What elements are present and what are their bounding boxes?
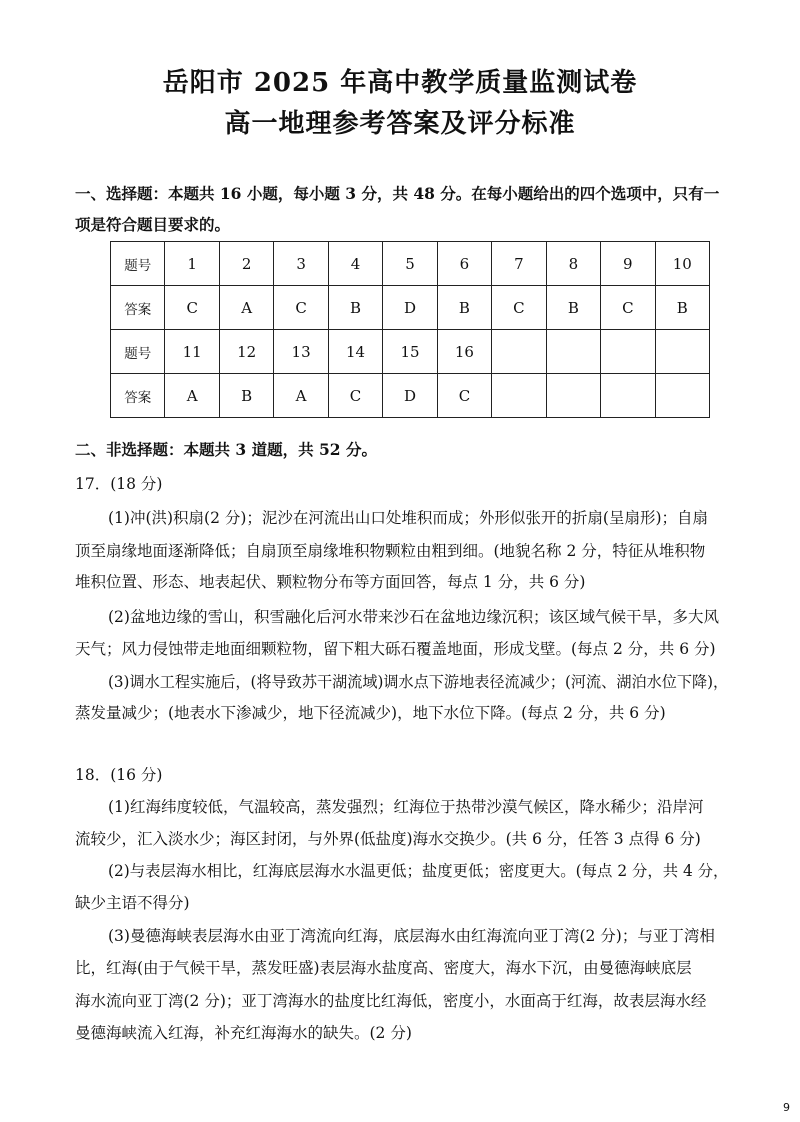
document-subtitle: 高一地理参考答案及评分标准 bbox=[224, 109, 576, 139]
table-cell: A bbox=[165, 374, 219, 418]
table-cell: B bbox=[437, 286, 491, 330]
table-cell: 13 bbox=[274, 330, 328, 374]
table-cell: 答案 bbox=[111, 374, 165, 418]
q18-p3-line3: 海水流向亚丁湾(2 分)；亚丁湾海水的盐度比红海低，密度小，水面高于红海，故表层海水经 bbox=[75, 992, 707, 1010]
table-cell: C bbox=[165, 286, 219, 330]
table-cell: B bbox=[546, 286, 600, 330]
table-cell: C bbox=[437, 374, 491, 418]
table-cell: 1 bbox=[165, 242, 219, 286]
table-cell: C bbox=[601, 286, 655, 330]
table-row-answers-1 bbox=[111, 286, 710, 330]
table-cell: B bbox=[328, 286, 382, 330]
q18-p3-line2: 比，红海(由于气候干旱，蒸发旺盛)表层海水盐度高、密度大，海水下沉，由曼德海峡底层 bbox=[75, 959, 692, 977]
page-number: 9 bbox=[783, 1101, 790, 1114]
table-cell: C bbox=[492, 286, 546, 330]
q17-p3-line2: 蒸发量减少；(地表水下渗减少，地下径流减少)，地下水位下降。(每点 2 分，共 6 分) bbox=[75, 704, 666, 722]
q17-p1-line2: 顶至扇缘地面逐渐降低；自扇顶至扇缘堆积物颗粒由粗到细。(地貌名称 2 分，特征从堆积物 bbox=[75, 542, 706, 560]
table-cell: 12 bbox=[219, 330, 273, 374]
table-cell bbox=[601, 330, 655, 374]
table-cell: A bbox=[274, 374, 328, 418]
q18-p1-line2: 流较少，汇入淡水少；海区封闭，与外界(低盐度)海水交换少。(共 6 分，任答 3 点得 6 分) bbox=[75, 830, 701, 848]
table-cell: 4 bbox=[328, 242, 382, 286]
q18-p3-line1: (3)曼德海峡表层海水由亚丁湾流向红海，底层海水由红海流向亚丁湾(2 分)；与亚丁湾相 bbox=[108, 927, 715, 945]
table-cell: 8 bbox=[546, 242, 600, 286]
table-row-question-numbers-1 bbox=[111, 242, 710, 286]
q18-p1-line1: (1)红海纬度较低，气温较高，蒸发强烈；红海位于热带沙漠气候区，降水稀少；沿岸河 bbox=[108, 798, 704, 816]
q18-p3-line4: 曼德海峡流入红海，补充红海海水的缺失。(2 分) bbox=[75, 1024, 412, 1042]
table-cell bbox=[492, 374, 546, 418]
table-cell: 3 bbox=[274, 242, 328, 286]
q17-p1-line3: 堆积位置、形态、地表起伏、颗粒物分布等方面回答，每点 1 分，共 6 分) bbox=[75, 573, 586, 591]
q18-p2-line2: 缺少主语不得分) bbox=[75, 894, 190, 912]
document-title: 岳阳市 2025 年高中教学质量监测试卷 bbox=[162, 68, 638, 98]
section1-instruction-line1: 一、选择题：本题共 16 小题，每小题 3 分，共 48 分。在每小题给出的四个选项中，只有一 bbox=[75, 184, 720, 203]
table-cell: 6 bbox=[437, 242, 491, 286]
table-cell bbox=[546, 374, 600, 418]
q18-p2-line1: (2)与表层海水相比，红海底层海水水温更低；盐度更低；密度更大。(每点 2 分，共 4 分， bbox=[108, 862, 729, 880]
table-cell: 5 bbox=[383, 242, 437, 286]
table-cell: 7 bbox=[492, 242, 546, 286]
table-cell: D bbox=[383, 374, 437, 418]
section2-heading: 二、非选择题：本题共 3 道题，共 52 分。 bbox=[75, 440, 377, 459]
table-cell: C bbox=[328, 374, 382, 418]
table-cell: A bbox=[219, 286, 273, 330]
table-cell bbox=[546, 330, 600, 374]
table-cell bbox=[492, 330, 546, 374]
table-cell: 16 bbox=[437, 330, 491, 374]
q17-p3-line1: (3)调水工程实施后，(将导致苏干湖流域)调水点下游地表径流减少；(河流、湖泊水位下降)， bbox=[108, 673, 729, 691]
table-cell: 2 bbox=[219, 242, 273, 286]
table-cell: D bbox=[383, 286, 437, 330]
table-cell bbox=[601, 374, 655, 418]
table-cell bbox=[655, 330, 709, 374]
table-cell: 题号 bbox=[111, 330, 165, 374]
table-cell: 14 bbox=[328, 330, 382, 374]
section1-instruction-line2: 项是符合题目要求的。 bbox=[75, 215, 231, 234]
table-cell: 答案 bbox=[111, 286, 165, 330]
table-cell bbox=[655, 374, 709, 418]
table-cell: 9 bbox=[601, 242, 655, 286]
table-cell: 10 bbox=[655, 242, 709, 286]
table-cell: 11 bbox=[165, 330, 219, 374]
table-row-question-numbers-2 bbox=[111, 330, 710, 374]
q17-p2-line2: 天气；风力侵蚀带走地面细颗粒物，留下粗大砾石覆盖地面，形成戈壁。(每点 2 分，共 6 分) bbox=[75, 640, 716, 658]
table-cell: B bbox=[219, 374, 273, 418]
answer-table bbox=[110, 241, 710, 418]
table-cell: B bbox=[655, 286, 709, 330]
q18-header: 18．(16 分) bbox=[75, 766, 163, 784]
table-cell: C bbox=[274, 286, 328, 330]
q17-header: 17．(18 分) bbox=[75, 475, 163, 493]
q17-p2-line1: (2)盆地边缘的雪山，积雪融化后河水带来沙石在盆地边缘沉积；该区域气候干旱，多大风 bbox=[108, 608, 719, 626]
q17-p1-line1: (1)冲(洪)积扇(2 分)；泥沙在河流出山口处堆积而成；外形似张开的折扇(呈扇形)；自扇 bbox=[108, 509, 709, 527]
table-cell: 题号 bbox=[111, 242, 165, 286]
table-row-answers-2 bbox=[111, 374, 710, 418]
table-cell: 15 bbox=[383, 330, 437, 374]
